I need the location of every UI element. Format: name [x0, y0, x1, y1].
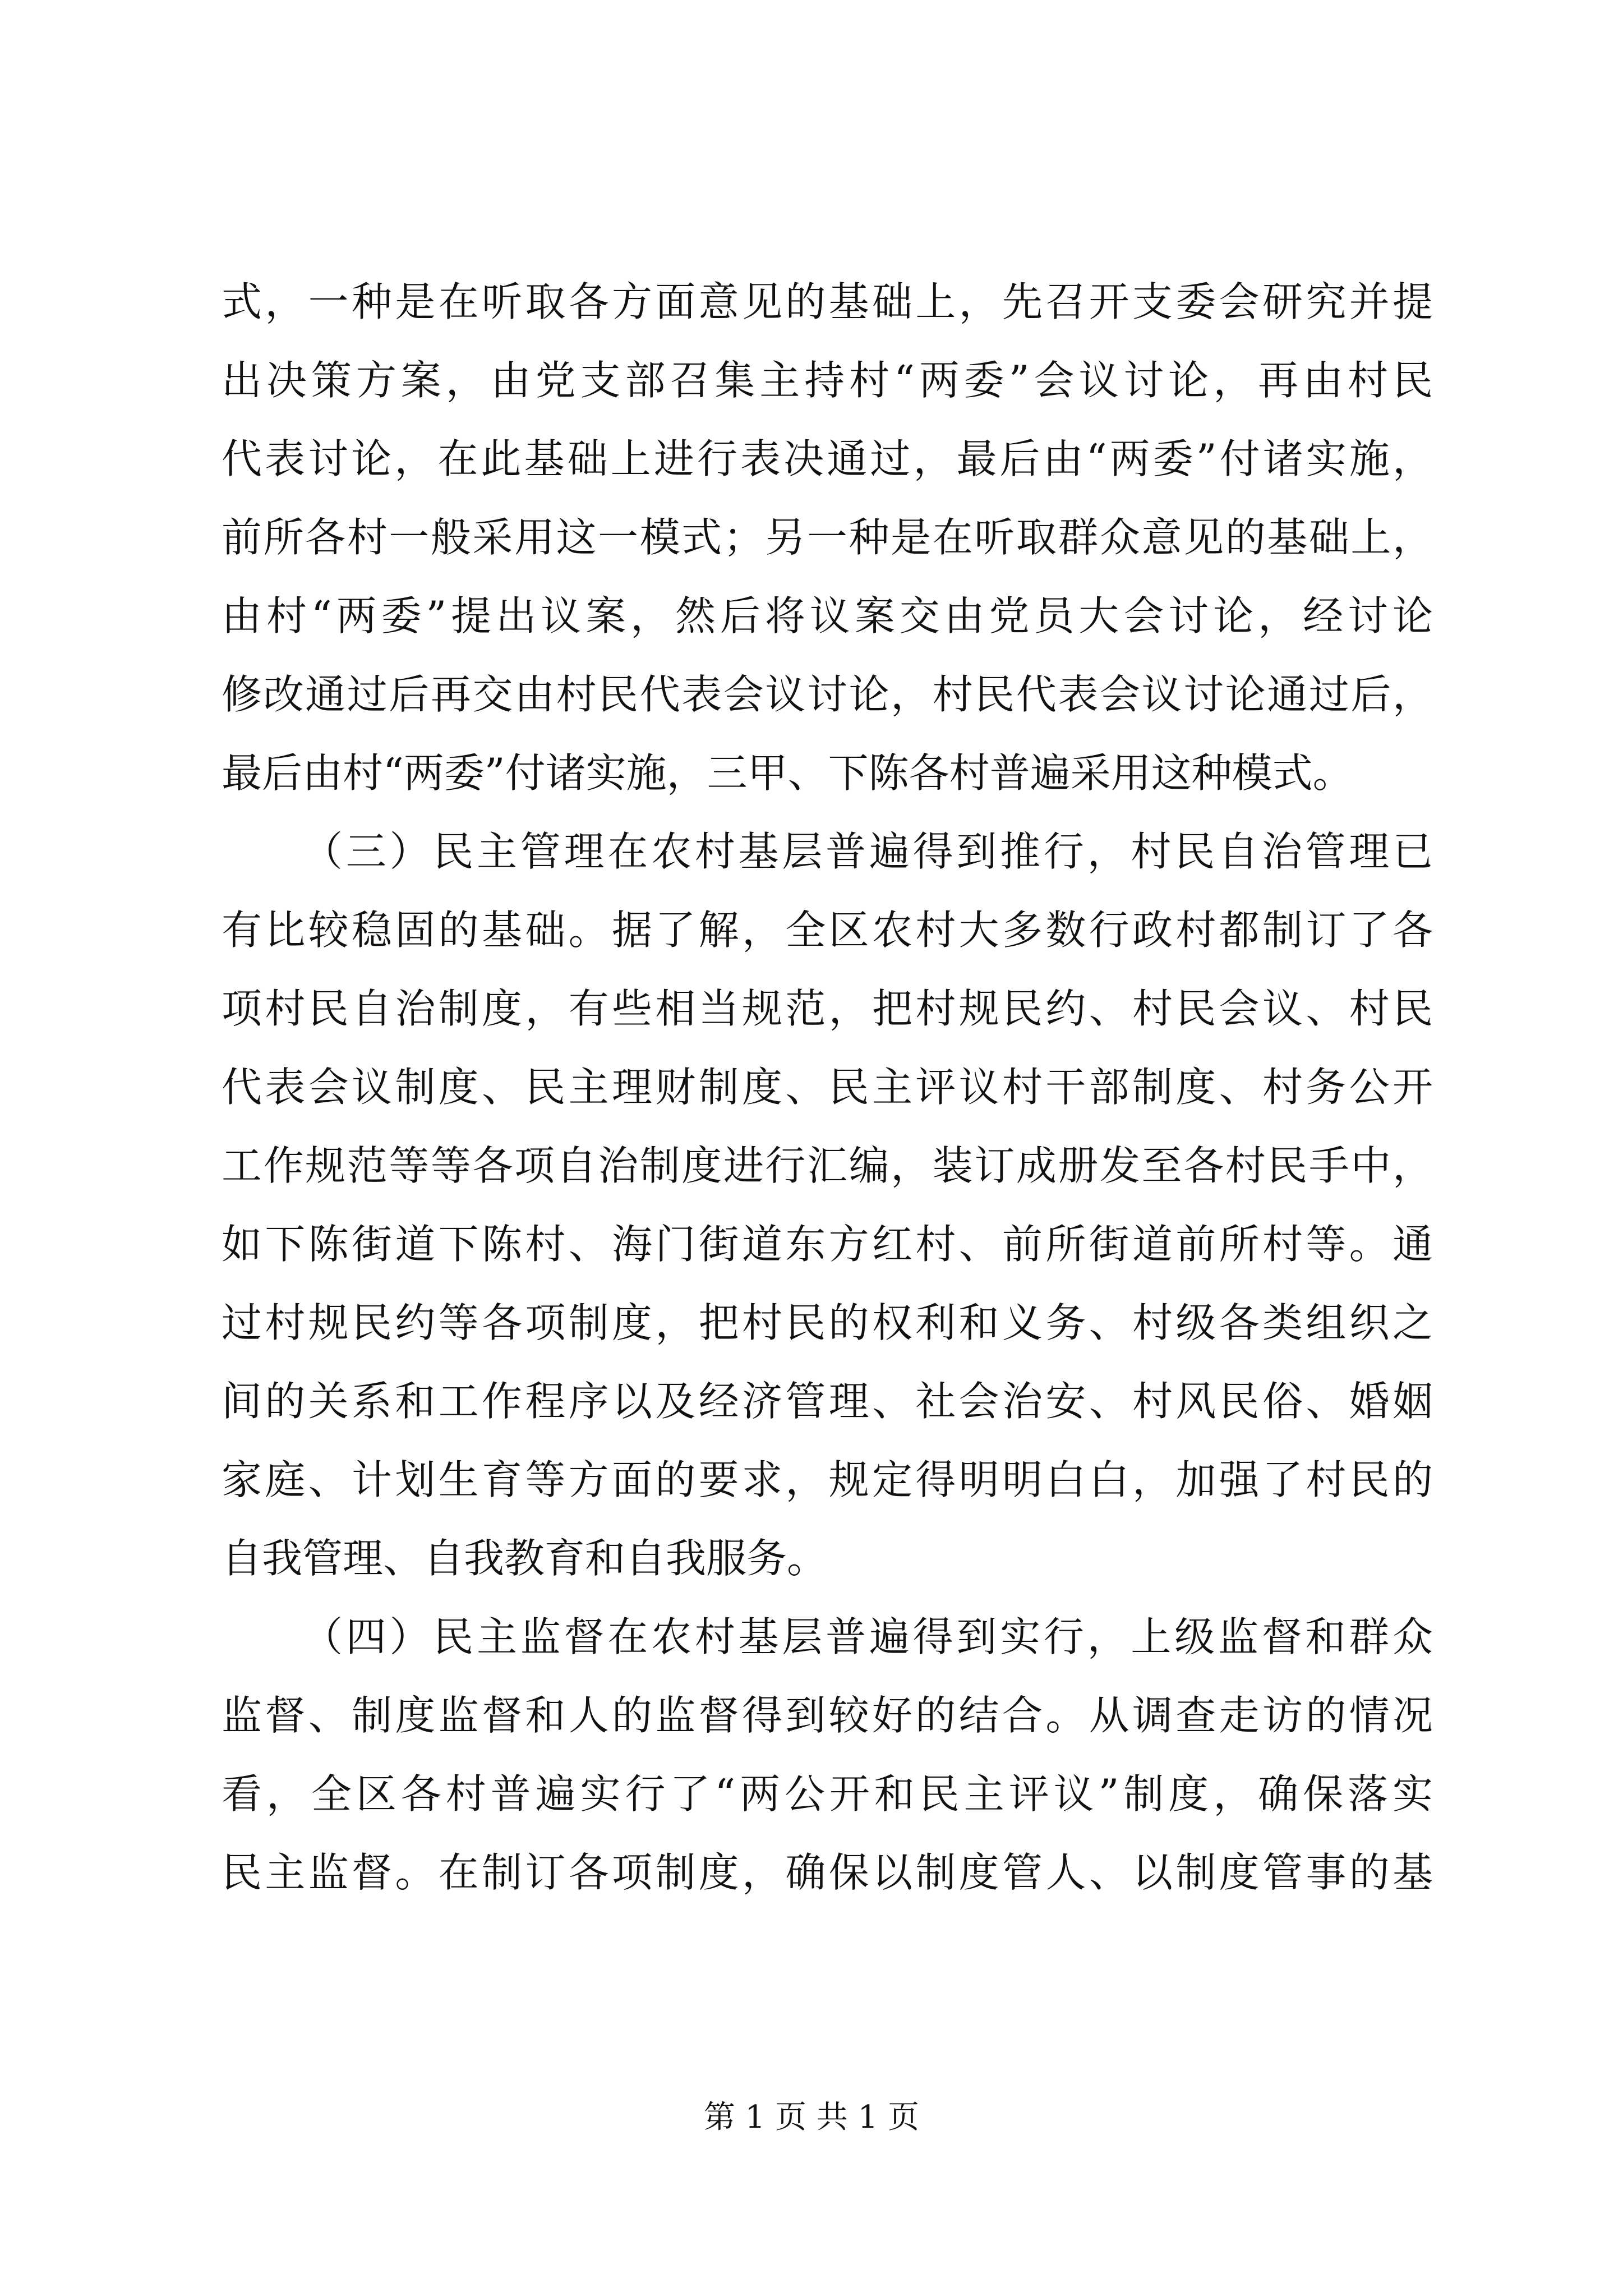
- text-line: 代表会议制度、民主理财制度、民主评议村干部制度、村务公开: [222, 1064, 1433, 1111]
- text-line: 工作规范等等各项自治制度进行汇编，装订成册发至各村民手中，: [222, 1142, 1433, 1189]
- text-line: 间的关系和工作程序以及经济管理、社会治安、村风民俗、婚姻: [222, 1378, 1433, 1425]
- document-body: [222, 263, 1433, 1912]
- paragraph-heading-line: （四）民主监督在农村基层普遍得到实行，上级监督和群众: [302, 1613, 1433, 1660]
- text-line: 出决策方案，由党支部召集主持村“两委”会议讨论，再由村民: [222, 357, 1433, 404]
- text-line: 家庭、计划生育等方面的要求，规定得明明白白，加强了村民的: [222, 1456, 1433, 1503]
- page-number-footer: 第 1 页 共 1 页: [703, 2099, 920, 2136]
- text-line: 由村“两委”提出议案，然后将议案交由党员大会讨论，经讨论: [222, 592, 1433, 639]
- text-line: 自我管理、自我教育和自我服务。: [222, 1535, 828, 1582]
- text-line: 看，全区各村普遍实行了“两公开和民主评议”制度，确保落实: [222, 1770, 1433, 1818]
- text-line: 前所各村一般采用这一模式；另一种是在听取群众意见的基础上，: [222, 514, 1433, 561]
- text-line: 监督、制度监督和人的监督得到较好的结合。从调查走访的情况: [222, 1692, 1433, 1739]
- text-line: 代表讨论，在此基础上进行表决通过，最后由“两委”付诸实施，: [222, 435, 1433, 482]
- text-line: 最后由村“两委”付诸实施，三甲、下陈各村普遍采用这种模式。: [222, 749, 1353, 797]
- text-line: 项村民自治制度，有些相当规范，把村规民约、村民会议、村民: [222, 985, 1433, 1032]
- text-line: 过村规民约等各项制度，把村民的权利和义务、村级各类组织之: [222, 1299, 1433, 1346]
- text-line: 如下陈街道下陈村、海门街道东方红村、前所街道前所村等。通: [222, 1221, 1433, 1268]
- text-line: 民主监督。在制订各项制度，确保以制度管人、以制度管事的基: [222, 1849, 1433, 1896]
- paragraph-heading-line: （三）民主管理在农村基层普遍得到推行，村民自治管理已: [302, 828, 1433, 875]
- text-line: 式，一种是在听取各方面意见的基础上，先召开支委会研究并提: [222, 278, 1433, 325]
- text-line: 有比较稳固的基础。据了解，全区农村大多数行政村都制订了各: [222, 907, 1433, 954]
- text-line: 修改通过后再交由村民代表会议讨论，村民代表会议讨论通过后，: [222, 671, 1433, 718]
